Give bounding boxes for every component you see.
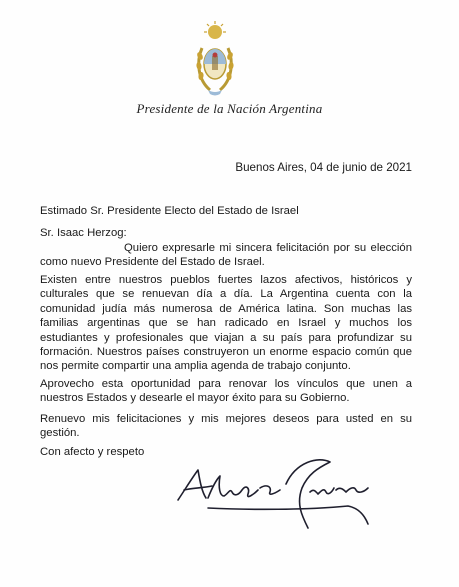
closing: Con afecto y respeto (40, 446, 145, 458)
body-paragraph-4: Renuevo mis felicitaciones y mis mejores deseos para usted en su gestión. (40, 413, 412, 440)
letter-date: Buenos Aires, 04 de junio de 2021 (235, 161, 412, 174)
salutation: Estimado Sr. Presidente Electo del Estado de Israel (40, 205, 299, 217)
body-paragraph-2: Existen entre nuestros pueblos fuertes lazos afectivos, históricos y culturales que se renuevan día a día. La Argentina cuenta con la comunidad judía más numerosa de América latina. Son muchas las familias argentinas que se han radicado en Israel y muchos los estudiantes y profesionales que viajan a su país para profundizar su formación. Nuestros países construyeron un enorme espacio común que nos permite compartir una amplia agenda de trabajo conjunto. (40, 274, 412, 373)
body-paragraph-1: Quiero expresarle mi sincera felicitación por su elección como nuevo Presidente del Estado de Israel. (40, 242, 412, 269)
handwritten-signature (168, 448, 388, 540)
national-coat-of-arms-icon (194, 20, 236, 98)
addressee: Sr. Isaac Herzog: (40, 227, 127, 239)
body-paragraph-3: Aprovecho esta oportunidad para renovar los vínculos que unen a nuestros Estados y desearle el mayor éxito para su Gobierno. (40, 378, 412, 405)
letterhead-title: Presidente de la Nación Argentina (136, 101, 323, 116)
